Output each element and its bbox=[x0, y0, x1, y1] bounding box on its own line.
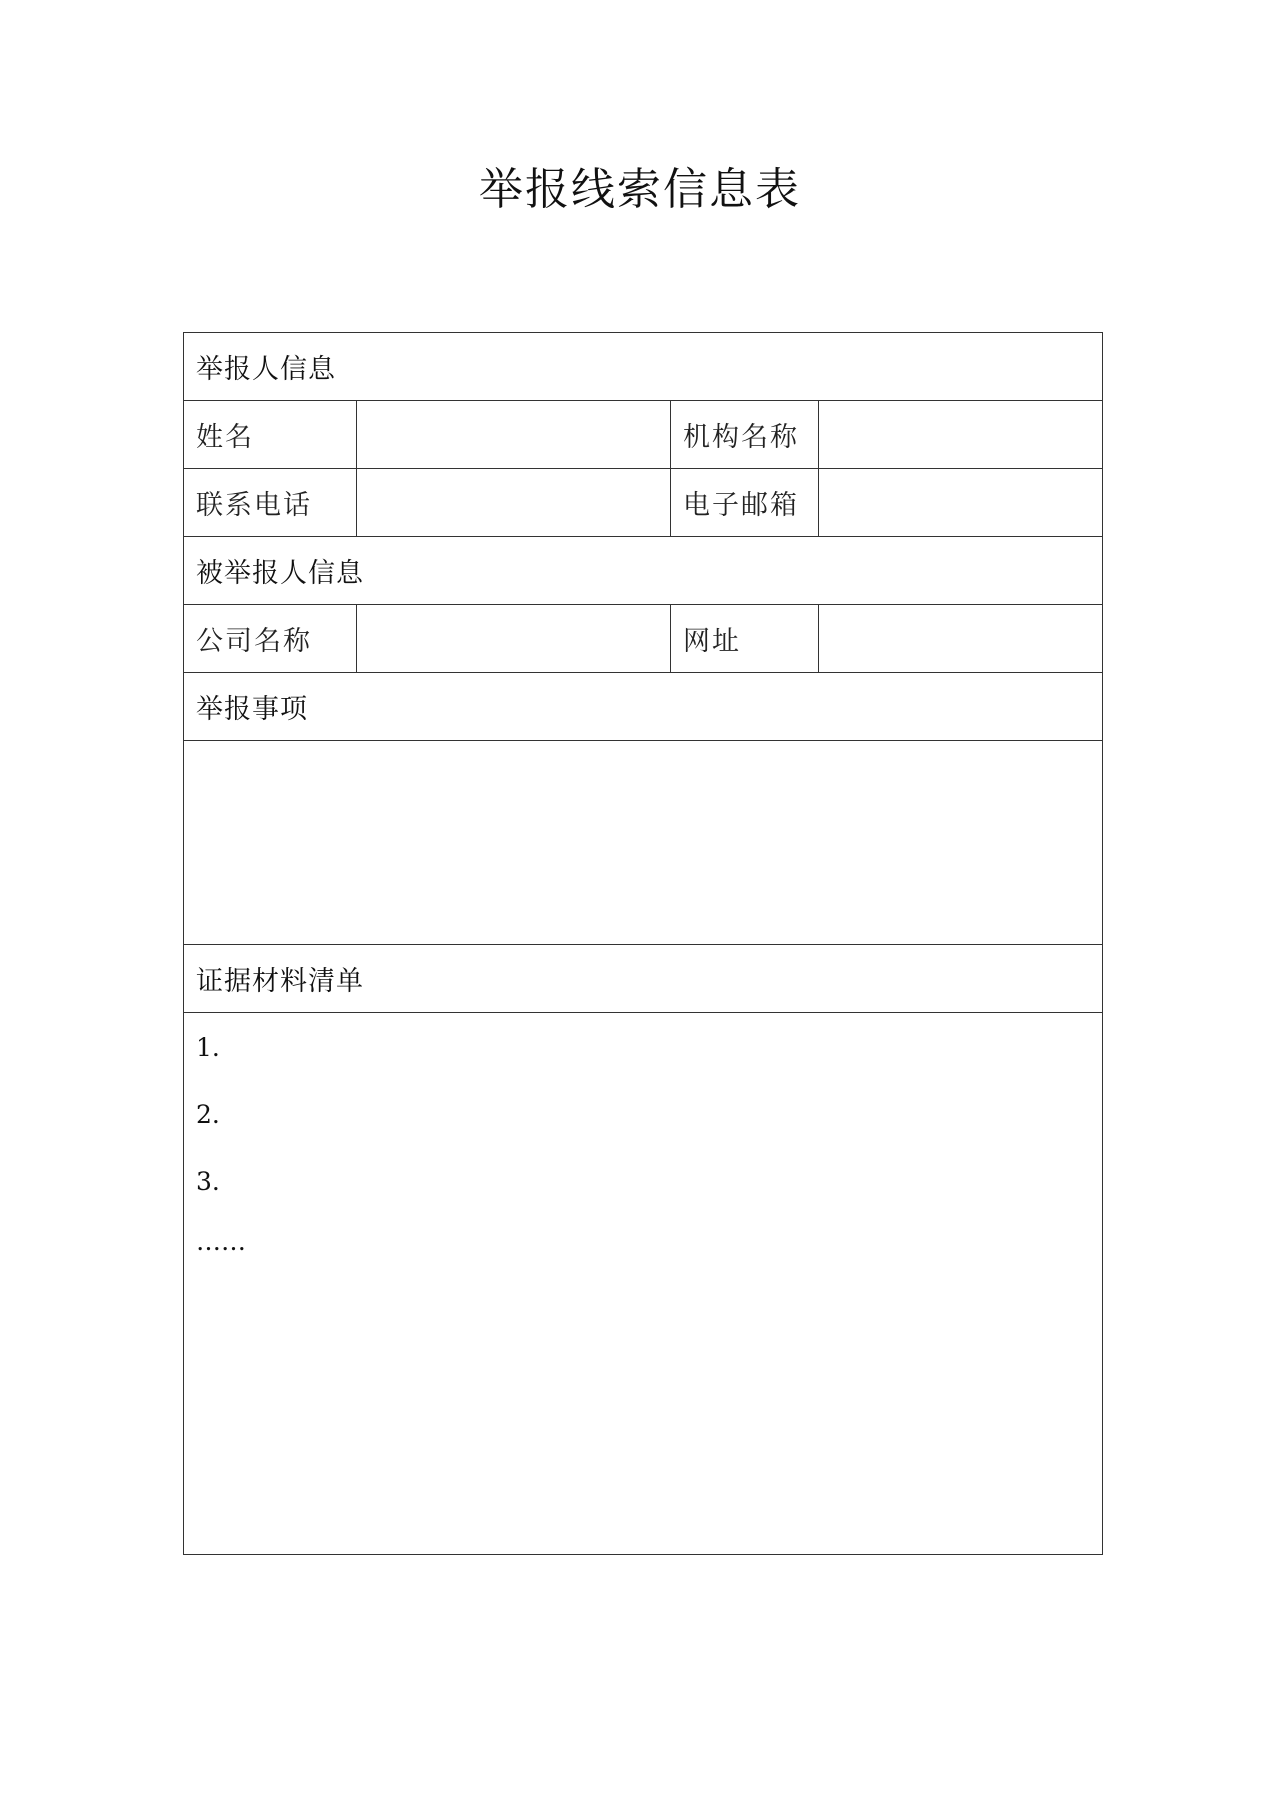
name-label: 姓名 bbox=[196, 422, 254, 453]
website-label-cell bbox=[670, 605, 818, 672]
email-label-cell bbox=[670, 469, 818, 536]
report-form-table bbox=[183, 332, 1103, 1555]
evidence-section-title: 证据材料清单 bbox=[196, 966, 364, 997]
website-field[interactable] bbox=[818, 605, 1102, 672]
form-title: 举报线索信息表 bbox=[479, 164, 801, 215]
email-label: 电子邮箱 bbox=[683, 490, 799, 521]
phone-label-cell bbox=[184, 469, 356, 536]
company-label-cell bbox=[184, 605, 356, 672]
organization-label: 机构名称 bbox=[683, 422, 799, 453]
company-field[interactable] bbox=[356, 605, 670, 672]
phone-label: 联系电话 bbox=[196, 490, 312, 521]
email-field[interactable] bbox=[818, 469, 1102, 536]
phone-field[interactable] bbox=[356, 469, 670, 536]
website-label: 网址 bbox=[683, 626, 741, 657]
evidence-list-area[interactable] bbox=[184, 1013, 1102, 1553]
reporter-section-title: 举报人信息 bbox=[196, 354, 336, 385]
organization-label-cell bbox=[670, 401, 818, 468]
reporter-row-1 bbox=[184, 401, 1102, 469]
company-label: 公司名称 bbox=[196, 626, 312, 657]
reported-section-title: 被举报人信息 bbox=[196, 558, 364, 589]
matter-section-title: 举报事项 bbox=[196, 694, 308, 725]
reported-section-header bbox=[184, 537, 1102, 605]
reporter-row-2 bbox=[184, 469, 1102, 537]
name-field[interactable] bbox=[356, 401, 670, 468]
evidence-item-1: 1. bbox=[196, 1033, 220, 1062]
name-label-cell bbox=[184, 401, 356, 468]
organization-field[interactable] bbox=[818, 401, 1102, 468]
reporter-section-header bbox=[184, 333, 1102, 401]
matter-content-area[interactable] bbox=[184, 741, 1102, 945]
evidence-item-2: 2. bbox=[196, 1100, 220, 1129]
matter-section-header bbox=[184, 673, 1102, 741]
reported-row-1 bbox=[184, 605, 1102, 673]
evidence-item-ellipsis: …… bbox=[196, 1227, 246, 1256]
evidence-item-3: 3. bbox=[196, 1167, 220, 1196]
evidence-section-header bbox=[184, 945, 1102, 1013]
